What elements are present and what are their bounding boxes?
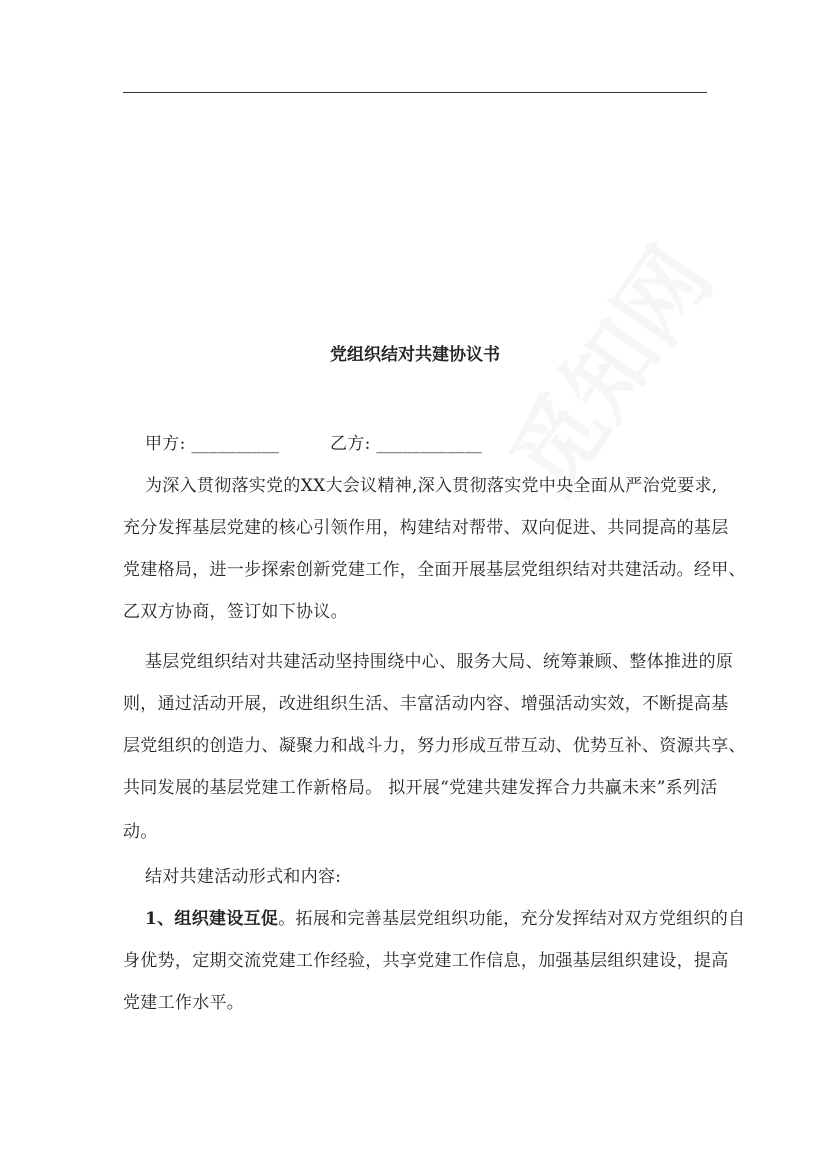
para1-line: 充分发挥基层党建的核心引领作用，构建结对帮带、双向促进、共同提高的基层 — [123, 518, 729, 538]
para2-line: 动。 — [123, 822, 158, 842]
para1-line: 乙双方协商，签订如下协议。 — [123, 602, 348, 622]
section-intro: 结对共建活动形式和内容: — [145, 867, 342, 887]
watermark — [474, 217, 735, 513]
item1-line: 党建工作水平。 — [123, 993, 245, 1013]
party-b: 乙方: ____________ — [330, 434, 482, 454]
para1-line: 为深入贯彻落实党的XX大会议精神,深入贯彻落实党中央全面从严治党要求, — [145, 476, 718, 496]
document-title: 党组织结对共建协议书 — [330, 345, 500, 365]
para1-line: 党建格局，进一步探索创新党建工作，全面开展基层党组织结对共建活动。经甲、 — [123, 560, 746, 580]
para2-line: 共同发展的基层党建工作新格局。 拟开展“党建共建发挥合力共赢未来”系列活 — [123, 778, 718, 798]
item1-heading: 1、组织建设互促 — [145, 909, 279, 929]
item1-text: 。拓展和完善基层党组织功能，充分发挥结对双方党组织的自 — [278, 909, 746, 929]
para2-line: 则，通过活动开展，改进组织生活、丰富活动内容、增强活动实效，不断提高基 — [123, 694, 729, 714]
para2-line: 基层党组织结对共建活动坚持围绕中心、服务大局、统筹兼顾、整体推进的原 — [145, 652, 734, 672]
header-rule — [123, 92, 707, 93]
party-a: 甲方: __________ — [145, 434, 280, 454]
para2-line: 层党组织的创造力、凝聚力和战斗力，努力形成互带互动、优势互补、资源共享、 — [123, 736, 746, 756]
item1-line: 身优势，定期交流党建工作经验，共享党建工作信息，加强基层组织建设，提高 — [123, 951, 729, 971]
item1-line — [145, 904, 745, 929]
